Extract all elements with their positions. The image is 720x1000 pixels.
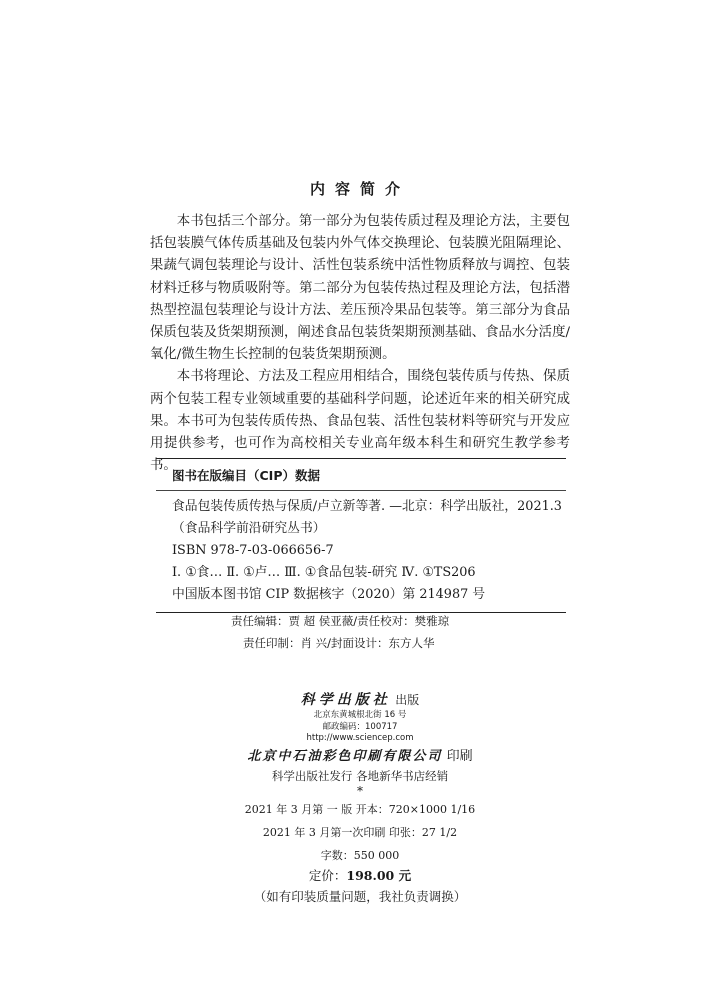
cip-block bbox=[156, 458, 566, 613]
cip-heading: 图书在版编目（CIP）数据 bbox=[156, 459, 566, 491]
cip-line-record-number: 中国版本图书馆 CIP 数据核字（2020）第 214987 号 bbox=[172, 587, 486, 602]
cip-line-classification: Ⅰ. ①食… Ⅱ. ①卢… Ⅲ. ①食品包装-研究 Ⅳ. ①TS206 bbox=[172, 565, 476, 580]
separator-star: * bbox=[357, 783, 363, 798]
cip-line-title: 食品包装传质传热与保质/卢立新等著. —北京：科学出版社，2021.3 bbox=[172, 499, 562, 514]
cip-line-series: （食品科学前沿研究丛书） bbox=[172, 521, 326, 536]
credits bbox=[0, 610, 720, 654]
price-line bbox=[0, 866, 720, 886]
publisher-website: http://www.sciencep.com bbox=[306, 733, 414, 743]
intro-text bbox=[150, 211, 570, 477]
intro-title: 内容简介 bbox=[309, 180, 410, 198]
publisher-postcode: 邮政编码：100717 bbox=[322, 721, 398, 732]
cip-line-isbn: ISBN 978-7-03-066656-7 bbox=[172, 543, 334, 558]
printer-suffix: 印刷 bbox=[446, 748, 473, 764]
edition-line: 2021 年 3 月第 一 版 开本：720×1000 1/16 bbox=[244, 802, 476, 816]
publisher-line bbox=[0, 690, 720, 710]
cip-body bbox=[156, 491, 566, 612]
print-line: 2021 年 3 月第一次印刷 印张：27 1/2 bbox=[262, 825, 458, 839]
publisher-address: 北京东黄城根北街 16 号 bbox=[313, 710, 407, 720]
word-count: 字数：550 000 bbox=[320, 848, 400, 862]
publisher-name: 科学出版社 bbox=[300, 692, 391, 708]
imprint-block bbox=[0, 690, 720, 908]
distribution-line: 科学出版社发行 各地新华书店经销 bbox=[271, 768, 449, 783]
quality-notice: （如有印装质量问题，我社负责调换） bbox=[253, 888, 467, 904]
printer-name: 北京中石油彩色印刷有限公司 bbox=[247, 748, 443, 764]
credits-printing-cover: 责任印制：肖 兴/封面设计：东方人华 bbox=[243, 636, 435, 650]
publisher-suffix: 出版 bbox=[395, 693, 420, 707]
credits-editors: 责任编辑：贾 超 侯亚薇/责任校对：樊雅琼 bbox=[231, 614, 450, 628]
intro-paragraph-2: 本书将理论、方法及工程应用相结合，围绕包装传质与传热、保质两个包装工程专业领域重要的基础科学问题，论述近年来的相关研究成果。本书可为包装传质传热、食品包装、活性包装材料等研究与开发应用提供参考，也可作为高校相关专业高年级本科生和研究生教学参考书。 bbox=[150, 369, 570, 474]
intro-paragraph-1: 本书包括三个部分。第一部分为包装传质过程及理论方法，主要包括包装膜气体传质基础及包装内外气体交换理论、包装膜光阻隔理论、果蔬气调包装理论与设计、活性包装系统中活性物质释放与调控、包装材料迁移与物质吸附等。第二部分为包装传热过程及理论方法，包括潜热型控温包装理论与设计方法、差压预冷果品包装等。第三部分为食品保质包装及货架期预测，阐述食品包装货架期预测基础、食品水分活度/氧化/微生物生长控制的包装货架期预测。 bbox=[150, 214, 570, 363]
price-value: 198.00 元 bbox=[346, 867, 412, 883]
price-label: 定价： bbox=[308, 867, 347, 883]
printer-line bbox=[0, 747, 720, 767]
